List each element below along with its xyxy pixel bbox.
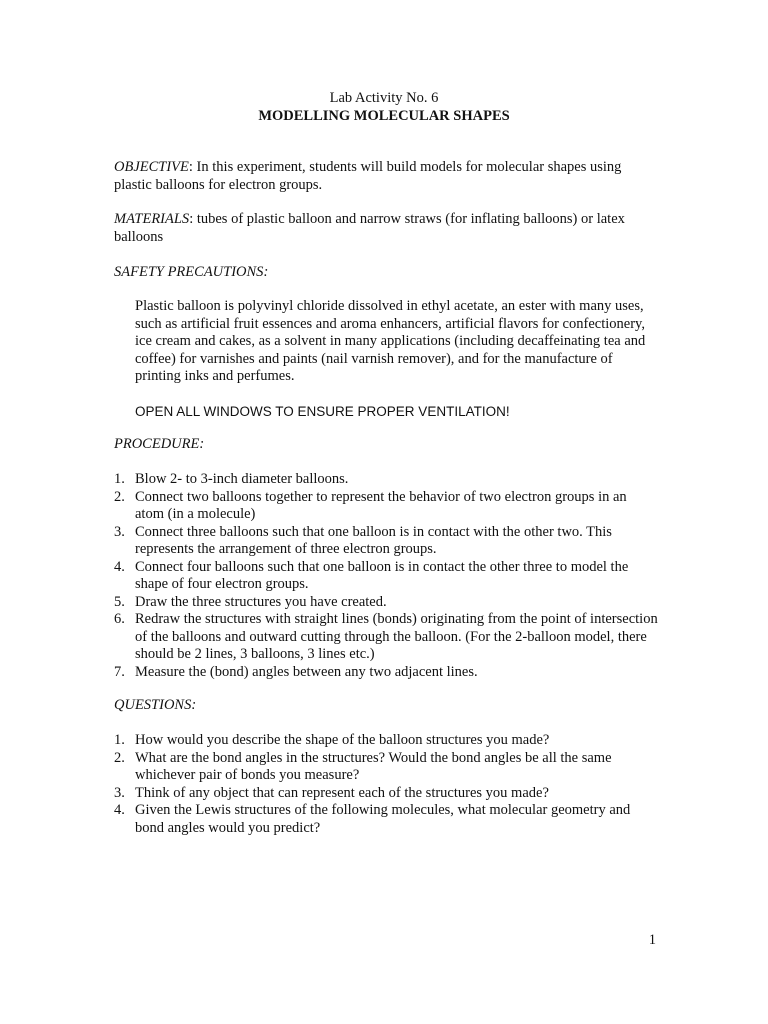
safety-label: SAFETY PRECAUTIONS <box>114 264 264 280</box>
step-number: 7. <box>114 663 125 680</box>
step-text: Measure the (bond) angles between any two adjacent lines. <box>135 663 478 680</box>
lab-activity-number: Lab Activity No. 6 <box>329 90 439 106</box>
materials-label: MATERIALS <box>114 211 190 227</box>
step-number: 3. <box>114 523 125 540</box>
step-number: 4. <box>114 558 125 575</box>
question-number: 4. <box>114 802 125 818</box>
procedure-step <box>114 471 659 489</box>
step-text: Draw the three structures you have created. <box>135 593 387 610</box>
questions-colon: : <box>191 697 197 713</box>
procedure-step <box>114 559 659 594</box>
procedure-label: PROCEDURE <box>114 436 200 452</box>
objective-section <box>114 159 659 194</box>
step-text: Redraw the structures with straight lines (bonds) originating from the point of intersection of the balloons and outward cutting through the balloon. (For the 2-balloon model, there should be 2 lines, 3 balloons, 3 lines etc.) <box>135 611 658 662</box>
procedure-step <box>114 611 659 664</box>
document-title: MODELLING MOLECULAR SHAPES <box>258 108 510 124</box>
procedure-step <box>114 524 659 559</box>
ventilation-warning: OPEN ALL WINDOWS TO ENSURE PROPER VENTILATION! <box>135 404 510 419</box>
procedure-step <box>114 489 659 524</box>
questions-heading <box>114 697 659 715</box>
question-text: Given the Lewis structures of the following molecules, what molecular geometry and bond angles would you predict? <box>135 802 631 836</box>
procedure-step <box>114 664 659 682</box>
step-text: Connect two balloons together to represent the behavior of two electron groups in an atom (in a molecule) <box>135 488 627 522</box>
materials-text: : tubes of plastic balloon and narrow straws (for inflating balloons) or latex balloons <box>114 211 625 245</box>
procedure-colon: : <box>199 436 205 452</box>
question-text: What are the bond angles in the structures? Would the bond angles be all the same whichever pair of bonds you measure? <box>135 749 612 783</box>
question-number: 3. <box>114 784 125 801</box>
safety-paragraph: Plastic balloon is polyvinyl chloride dissolved in ethyl acetate, an ester with many uses, such as artificial fruit essences and aroma enhancers, artificial flavors for confectionery, ice cream and cakes, as a solvent in many applications (including decaffeinating tea and coffee) for varnishes and paints (nail varnish remover), and for the manufacture of printing inks and perfumes. <box>135 298 646 384</box>
step-text: Connect four balloons such that one balloon is in contact the other three to model the shape of four electron groups. <box>135 558 629 592</box>
question-text: Think of any object that can represent each of the structures you made? <box>135 784 549 801</box>
question-text: How would you describe the shape of the balloon structures you made? <box>135 732 550 748</box>
procedure-step <box>114 594 659 612</box>
question-item <box>114 750 659 785</box>
step-number: 5. <box>114 593 125 610</box>
step-text: Blow 2- to 3-inch diameter balloons. <box>135 471 349 487</box>
step-number: 2. <box>114 488 125 505</box>
questions-list <box>114 732 659 837</box>
step-text: Connect three balloons such that one balloon is in contact with the other two. This represents the arrangement of three electron groups. <box>135 523 612 557</box>
questions-label: QUESTIONS <box>114 697 192 713</box>
procedure-heading <box>114 436 659 454</box>
safety-heading <box>114 264 659 282</box>
objective-text: : In this experiment, students will build models for molecular shapes using plastic balloons for electron groups. <box>114 159 622 193</box>
procedure-steps <box>114 471 659 681</box>
page-number: 1 <box>648 932 656 948</box>
question-item <box>114 732 659 750</box>
safety-colon: : <box>263 264 269 280</box>
question-number: 2. <box>114 749 125 766</box>
materials-section <box>114 211 659 246</box>
question-item <box>114 785 659 803</box>
step-number: 1. <box>114 471 125 487</box>
question-number: 1. <box>114 732 125 748</box>
objective-label: OBJECTIVE <box>114 159 189 175</box>
question-item <box>114 802 659 837</box>
step-number: 6. <box>114 611 125 627</box>
